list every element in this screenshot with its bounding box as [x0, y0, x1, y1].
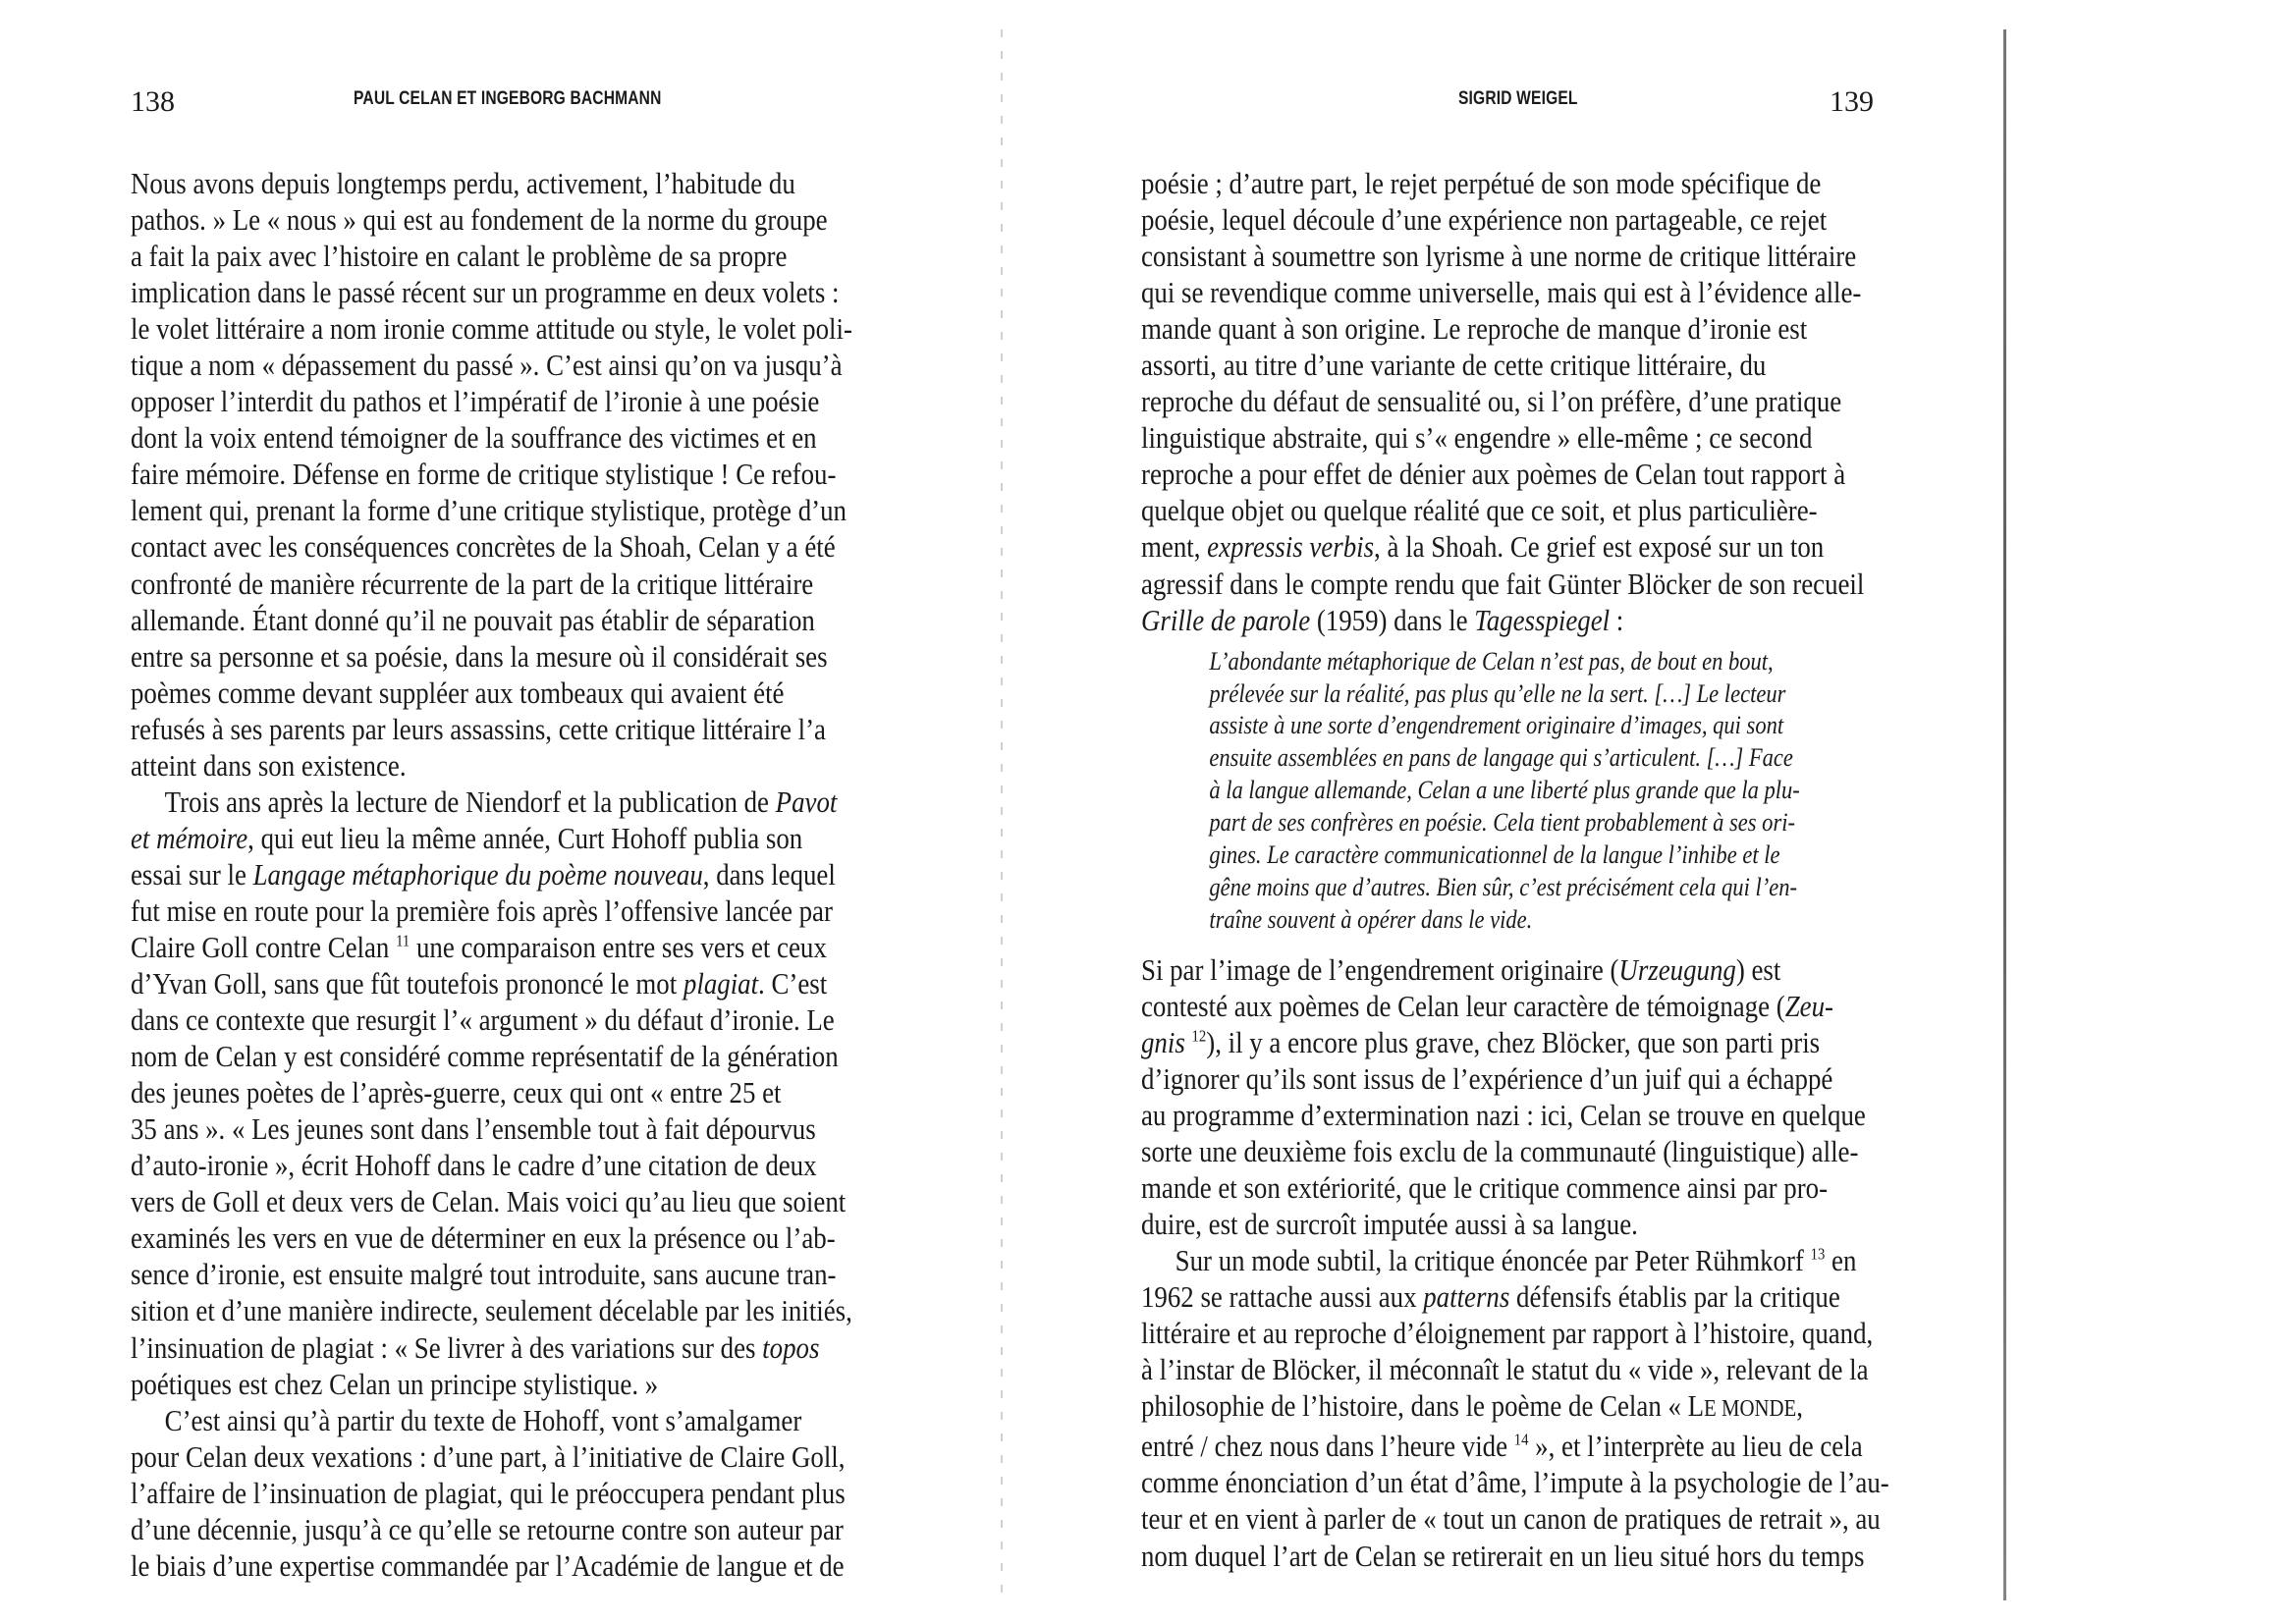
block-quote: L’abondante métaphorique de Celan n’est pas, de bout en bout, prélevée sur la réalité, pas plus qu’elle ne la sert. […] Le lecteur assiste à une sorte d’engendrement originaire d’images, qui sont ensuite assemblées en pans de langage qui s’articulent. […] Face à la langue allemande, Celan a une liberté plus grande que la plu- part de ses confrères en poésie. Cela tient probablement à ses ori- gines. Le caractère communicationnel de la langue l’inhibe et le gêne moins que d’autres. Bien sûr, c’est précisément cela qui l’en- traîne souvent à opérer dans le vide.	[1209, 646, 1800, 934]
paragraph: Sur un mode subtil, la critique énoncée par Peter Rühmkorf $^{13}$ en 1962 se rattache aussi aux patterns défensifs établis par la critique littéraire et au reproche d’éloignement par rapport à l’histoire, quand, à l’instar de Blöcker, il méconnaît le statut du « vide », relevant de la philosophie de l’histoire, dans le poème de Celan « LE MONDE, entré / chez nous dans l’heure vide $^{14}$ », et l’interprète au lieu de cela comme énonciation d’un état d’âme, l’impute à la psychologie de l’au- teur et en vient à parler de « tout un canon de pratiques de retrait », au nom duquel l’art de Celan se retirerait en un lieu situé hors du temps	[1141, 1243, 1889, 1573]
running-head-right: SIGRID WEIGEL	[1458, 88, 1578, 109]
paragraph: Trois ans après la lecture de Niendorf et la publication de Pavot et mémoire, qui eut lieu la même année, Curt Hohoff publia son essai sur le Langage métaphorique du poème nouveau, dans lequel fut mise en route pour la première fois après l’offensive lancée par Claire Goll contre Celan $^{11}$ une comparaison entre ses vers et ceux d’Yvan Goll, sans que fût toutefois prononcé le mot plagiat. C’est dans ce contexte que resurgit l’« argument » du défaut d’ironie. Le nom de Celan y est considéré comme représentatif de la génération des jeunes poètes de l’après-guerre, ceux qui ont « entre 25 et 35 ans ». « Les jeunes sont dans l’ensemble tout à fait dépourvus d’auto-ironie », écrit Hohoff dans le cadre d’une citation de deux vers de Goll et deux vers de Celan. Mais voici qu’au lieu que soient examinés les vers en vue de déterminer en eux la présence ou l’ab- sence d’ironie, est ensuite malgré tout introduite, sans aucune tran- sition et d’une manière indirecte, seulement décelable par les initiés, l’insinuation de plagiat : « Se livrer à des variations sur des topos poétiques est chez Celan un principe stylistique. »	[131, 784, 852, 1401]
page-number-left: 138	[131, 85, 175, 118]
running-head-left: PAUL CELAN ET INGEBORG BACHMANN	[354, 88, 662, 109]
paragraph: Nous avons depuis longtemps perdu, activement, l’habitude du pathos. » Le « nous » qui est au fondement de la norme du groupe a fait la paix avec l’histoire en calant le problème de sa propre implication dans le passé récent sur un programme en deux volets : le volet littéraire a nom ironie comme attitude ou style, le volet poli- tique a nom « dépassement du passé ». C’est ainsi qu’on va jusqu’à opposer l’interdit du pathos et l’impératif de l’ironie à une poésie dont la voix entend témoigner de la souffrance des victimes et en faire mémoire. Défense en forme de critique stylistique ! Ce refou- lement qui, prenant la forme d’une critique stylistique, protège d’un contact avec les conséquences concrètes de la Shoah, Celan y a été confronté de manière récurrente de la part de la critique littéraire allemande. Étant donné qu’il ne pouvait pas établir de séparation entre sa personne et sa poésie, dans la mesure où il considérait ses poèmes comme devant suppléer aux tombeaux qui avaient été refusés à ses parents par leurs assassins, cette critique littéraire l’a atteint dans son existence.	[131, 166, 852, 783]
right-page	[1100, 0, 2121, 1623]
paragraph: poésie ; d’autre part, le rejet perpétué de son mode spécifique de poésie, lequel découle d’une expérience non partageable, ce rejet consistant à soumettre son lyrisme à une norme de critique littéraire qui se revendique comme universelle, mais qui est à l’évidence alle- mande quant à son origine. Le reproche de manque d’ironie est assorti, au titre d’une variante de cette critique littéraire, du reproche du défaut de sensualité ou, si l’on préfère, d’une pratique linguistique abstraite, qui s’« engendre » elle-même ; ce second reproche a pour effet de dénier aux poèmes de Celan tout rapport à quelque objet ou quelque réalité que ce soit, et plus particulière- ment, expressis verbis, à la Shoah. Ce grief est exposé sur un ton agressif dans le compte rendu que fait Günter Blöcker de son recueil Grille de parole (1959) dans le Tagesspiegel :	[1141, 166, 1865, 637]
left-page-text	[131, 165, 1024, 1584]
right-page-text	[1141, 165, 2039, 1574]
left-page	[0, 0, 1002, 1623]
page-number-right: 139	[1830, 85, 1874, 118]
paragraph: Si par l’image de l’engendrement originaire (Urzeugung) est contesté aux poèmes de Celan leur caractère de témoignage (Zeu- gnis $^{12}$), il y a encore plus grave, chez Blöcker, que son parti pris d’ignorer qu’ils sont issus de l’expérience d’un juif qui a échappé au programme d’extermination nazi : ici, Celan se trouve en quelque sorte une deuxième fois exclu de la communauté (linguistique) alle- mande et son extériorité, que le critique commence ainsi par pro- duire, est de surcroît imputée aussi à sa langue.	[1141, 951, 1866, 1242]
paragraph: C’est ainsi qu’à partir du texte de Hohoff, vont s’amalgamer pour Celan deux vexations : d’une part, à l’initiative de Claire Goll, l’affaire de l’insinuation de plagiat, qui le préoccupera pendant plus d’une décennie, jusqu’à ce qu’elle se retourne contre son auteur par le biais d’une expertise commandée par l’Académie de langue et de	[131, 1402, 846, 1583]
